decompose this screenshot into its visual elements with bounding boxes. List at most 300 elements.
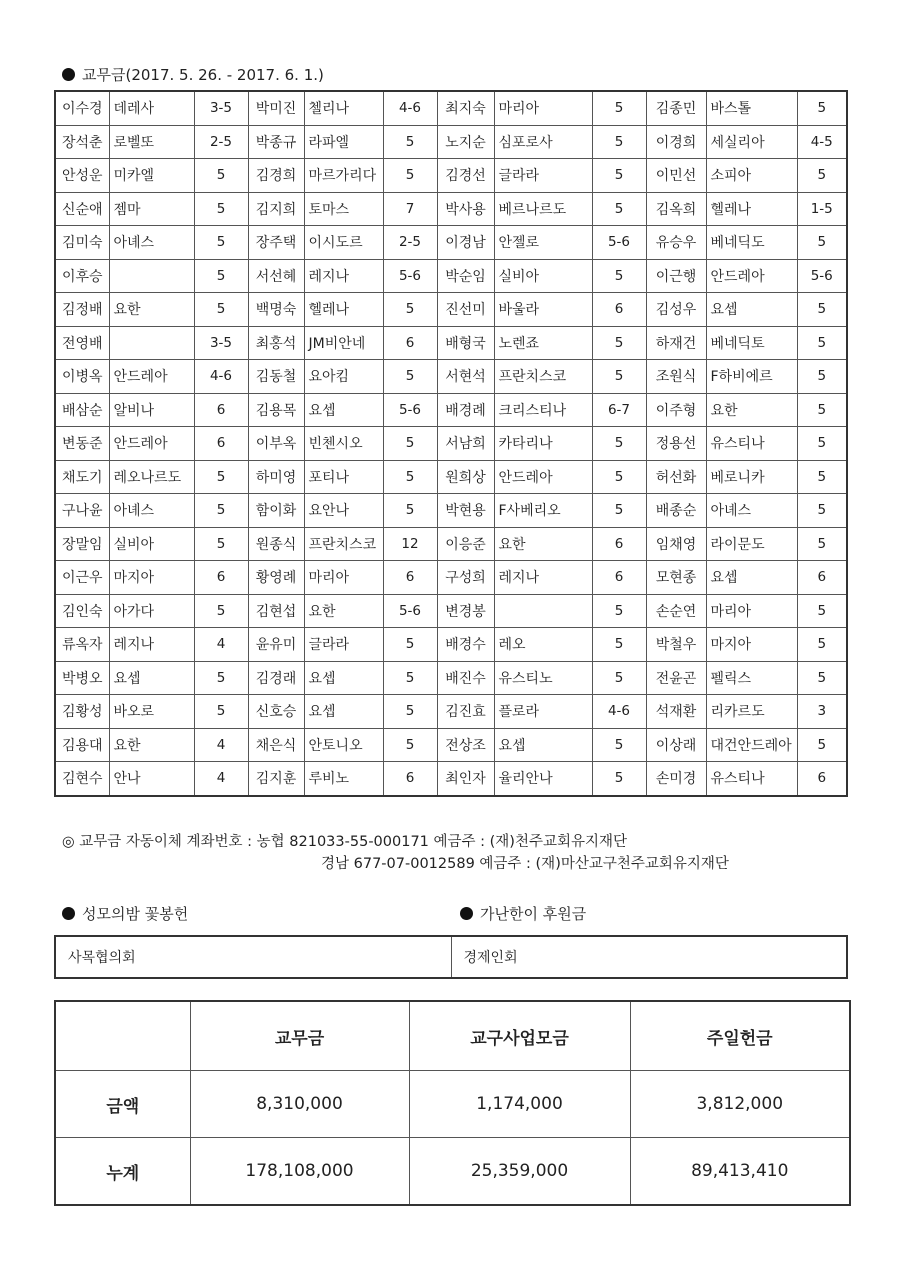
- donor-saint-name: 바오로: [109, 695, 194, 729]
- donor-saint-name: 아녜스: [109, 226, 194, 260]
- bullet-icon: [460, 907, 473, 920]
- donor-name: 조원식: [646, 360, 706, 394]
- donor-name: 하재건: [646, 326, 706, 360]
- donor-name: 박순임: [437, 259, 494, 293]
- donor-saint-name: 라파엘: [304, 125, 383, 159]
- donor-months: 5: [592, 360, 646, 394]
- donor-saint-name: 마지아: [109, 561, 194, 595]
- donor-saint-name: 아녜스: [109, 494, 194, 528]
- donor-row: [55, 91, 847, 125]
- donor-row: [55, 527, 847, 561]
- donor-row: [55, 360, 847, 394]
- donor-name: 배경례: [437, 393, 494, 427]
- donor-name: 서현석: [437, 360, 494, 394]
- donor-saint-name: 심포로사: [494, 125, 592, 159]
- donor-months: 5: [383, 628, 437, 662]
- donor-saint-name: 토마스: [304, 192, 383, 226]
- donor-saint-name: 마리아: [706, 594, 797, 628]
- donor-months: 2-5: [383, 226, 437, 260]
- summary-corner-cell: [55, 1001, 190, 1071]
- donor-months: 2-5: [194, 125, 248, 159]
- donor-row: [55, 427, 847, 461]
- donor-name: 원종식: [248, 527, 304, 561]
- donor-months: 6: [194, 427, 248, 461]
- donor-name: 모현종: [646, 561, 706, 595]
- donor-saint-name: F사베리오: [494, 494, 592, 528]
- donor-months: 5: [797, 728, 847, 762]
- donor-name: 장말임: [55, 527, 109, 561]
- donor-months: 5: [797, 293, 847, 327]
- bullet-icon: [62, 907, 75, 920]
- donor-name: 이경남: [437, 226, 494, 260]
- donor-name: 이민선: [646, 159, 706, 193]
- donor-saint-name: 노렌죠: [494, 326, 592, 360]
- donor-saint-name: 유스티나: [706, 427, 797, 461]
- donor-name: 김현섭: [248, 594, 304, 628]
- donor-name: 진선미: [437, 293, 494, 327]
- flower-heading: [62, 903, 188, 924]
- donor-months: 5: [797, 460, 847, 494]
- donor-saint-name: 요아킴: [304, 360, 383, 394]
- donor-months: 5: [383, 360, 437, 394]
- donor-row: [55, 628, 847, 662]
- donor-saint-name: 플로라: [494, 695, 592, 729]
- donor-months: 7: [383, 192, 437, 226]
- bullet-icon: [62, 68, 75, 81]
- donor-name: 박종규: [248, 125, 304, 159]
- donor-name: 박사용: [437, 192, 494, 226]
- donor-name: 김현수: [55, 762, 109, 796]
- donor-row: [55, 393, 847, 427]
- donor-name: 박병오: [55, 661, 109, 695]
- donor-saint-name: 요셉: [304, 393, 383, 427]
- donor-saint-name: 빈첸시오: [304, 427, 383, 461]
- donor-months: 1-5: [797, 192, 847, 226]
- donor-saint-name: JM비안네: [304, 326, 383, 360]
- summary-header-row: [55, 1001, 850, 1071]
- donor-name: 장석춘: [55, 125, 109, 159]
- donor-months: 4-5: [797, 125, 847, 159]
- support-title: 가난한이 후원금: [480, 905, 587, 923]
- donor-name: 전영배: [55, 326, 109, 360]
- donor-row: [55, 762, 847, 796]
- donor-months: 5-6: [383, 594, 437, 628]
- donor-saint-name: [109, 326, 194, 360]
- donor-months: 5: [797, 159, 847, 193]
- donor-months: 5: [592, 427, 646, 461]
- donor-name: 박철우: [646, 628, 706, 662]
- donor-saint-name: 요셉: [109, 661, 194, 695]
- donor-saint-name: 베로니카: [706, 460, 797, 494]
- donor-saint-name: 유스티나: [706, 762, 797, 796]
- donor-name: 안성운: [55, 159, 109, 193]
- donor-saint-name: 세실리아: [706, 125, 797, 159]
- donor-months: 5: [194, 594, 248, 628]
- donor-name: 허선화: [646, 460, 706, 494]
- donor-saint-name: 요셉: [304, 695, 383, 729]
- donor-months: 4: [194, 628, 248, 662]
- donor-row: [55, 259, 847, 293]
- donor-row: [55, 226, 847, 260]
- donor-months: 3-5: [194, 91, 248, 125]
- donor-months: 5: [194, 695, 248, 729]
- donor-saint-name: 크리스티나: [494, 393, 592, 427]
- donor-row: [55, 594, 847, 628]
- donor-name: 함이화: [248, 494, 304, 528]
- donor-saint-name: 로벨또: [109, 125, 194, 159]
- donor-saint-name: 요셉: [304, 661, 383, 695]
- donor-months: 6: [797, 762, 847, 796]
- summary-cell: 178,108,000: [190, 1138, 409, 1206]
- donor-saint-name: 안토니오: [304, 728, 383, 762]
- donor-saint-name: 레오나르도: [109, 460, 194, 494]
- donor-months: 5: [383, 728, 437, 762]
- donor-saint-name: 레지나: [494, 561, 592, 595]
- donor-months: 5: [592, 762, 646, 796]
- donor-name: 구나윤: [55, 494, 109, 528]
- donor-row: [55, 192, 847, 226]
- donor-saint-name: 루비노: [304, 762, 383, 796]
- donor-name: 이근행: [646, 259, 706, 293]
- donor-name: 이경희: [646, 125, 706, 159]
- donor-months: 5: [592, 628, 646, 662]
- donor-name: 최지숙: [437, 91, 494, 125]
- donor-months: 5: [383, 494, 437, 528]
- donor-name: 김황성: [55, 695, 109, 729]
- donor-saint-name: 펠릭스: [706, 661, 797, 695]
- donor-months: 4-6: [383, 91, 437, 125]
- donor-name: 서남희: [437, 427, 494, 461]
- donor-months: 6: [194, 393, 248, 427]
- donor-months: 5: [797, 527, 847, 561]
- donor-saint-name: 마르가리다: [304, 159, 383, 193]
- donor-saint-name: 젬마: [109, 192, 194, 226]
- donor-name: 김미숙: [55, 226, 109, 260]
- donor-name: 변경봉: [437, 594, 494, 628]
- donor-saint-name: 안드레아: [706, 259, 797, 293]
- donor-name: 김진효: [437, 695, 494, 729]
- donor-saint-name: 마리아: [494, 91, 592, 125]
- donor-saint-name: 프란치스코: [494, 360, 592, 394]
- donor-saint-name: 안나: [109, 762, 194, 796]
- summary-col-header: 교구사업모금: [409, 1001, 630, 1071]
- donor-table: [54, 90, 848, 797]
- donor-saint-name: 안젤로: [494, 226, 592, 260]
- donor-saint-name: 알비나: [109, 393, 194, 427]
- donor-name: 신호승: [248, 695, 304, 729]
- donor-saint-name: 소피아: [706, 159, 797, 193]
- donor-months: 5: [194, 527, 248, 561]
- donor-months: 5: [194, 159, 248, 193]
- donor-name: 김동철: [248, 360, 304, 394]
- summary-row-label: 누계: [55, 1138, 190, 1206]
- donor-months: 5: [383, 159, 437, 193]
- donor-months: 6: [797, 561, 847, 595]
- donor-name: 장주택: [248, 226, 304, 260]
- donor-months: 5: [797, 628, 847, 662]
- donor-months: 12: [383, 527, 437, 561]
- donor-name: 임채영: [646, 527, 706, 561]
- donor-months: 5: [592, 494, 646, 528]
- donor-months: 5: [592, 460, 646, 494]
- donor-saint-name: 라이문도: [706, 527, 797, 561]
- donor-months: 5: [383, 460, 437, 494]
- donor-name: 하미영: [248, 460, 304, 494]
- flower-title: 성모의밤 꽃봉헌: [82, 905, 189, 923]
- donor-saint-name: 요셉: [706, 561, 797, 595]
- donor-saint-name: 레지나: [304, 259, 383, 293]
- donor-months: 5: [592, 661, 646, 695]
- summary-cell: 3,812,000: [630, 1071, 850, 1138]
- donor-row: [55, 125, 847, 159]
- donor-saint-name: F하비에르: [706, 360, 797, 394]
- summary-row-amount: [55, 1071, 850, 1138]
- donor-months: 5: [797, 360, 847, 394]
- summary-cell: 89,413,410: [630, 1138, 850, 1206]
- donor-saint-name: 바스톨: [706, 91, 797, 125]
- donor-saint-name: 요한: [494, 527, 592, 561]
- donor-saint-name: 이시도르: [304, 226, 383, 260]
- donor-name: 이근우: [55, 561, 109, 595]
- donor-name: 배형국: [437, 326, 494, 360]
- donor-saint-name: 카타리나: [494, 427, 592, 461]
- donor-saint-name: 포티나: [304, 460, 383, 494]
- donor-row: [55, 695, 847, 729]
- donor-months: 5: [797, 494, 847, 528]
- donor-name: 구성희: [437, 561, 494, 595]
- donor-name: 김성우: [646, 293, 706, 327]
- donor-months: 5: [592, 91, 646, 125]
- donor-saint-name: 첼리나: [304, 91, 383, 125]
- donor-months: 6: [383, 762, 437, 796]
- donor-name: 김경희: [248, 159, 304, 193]
- donor-name: 김종민: [646, 91, 706, 125]
- donor-saint-name: 바울라: [494, 293, 592, 327]
- donor-months: 4: [194, 762, 248, 796]
- donor-months: 5: [194, 293, 248, 327]
- donor-saint-name: 레지나: [109, 628, 194, 662]
- donor-months: 5: [592, 159, 646, 193]
- donor-name: 배삼순: [55, 393, 109, 427]
- donor-name: 박현용: [437, 494, 494, 528]
- donor-months: 5: [592, 728, 646, 762]
- donor-months: 5: [592, 125, 646, 159]
- donor-name: 손순연: [646, 594, 706, 628]
- donor-name: 김지훈: [248, 762, 304, 796]
- donor-name: 전윤곤: [646, 661, 706, 695]
- donor-name: 채도기: [55, 460, 109, 494]
- donor-saint-name: 요셉: [706, 293, 797, 327]
- donor-months: 5-6: [592, 226, 646, 260]
- donor-row: [55, 728, 847, 762]
- donor-saint-name: 안드레아: [494, 460, 592, 494]
- donor-months: 5: [383, 695, 437, 729]
- donor-name: 노지순: [437, 125, 494, 159]
- donor-name: 이후승: [55, 259, 109, 293]
- donor-row: [55, 661, 847, 695]
- donor-saint-name: 안드레아: [109, 427, 194, 461]
- donor-name: 김인숙: [55, 594, 109, 628]
- donor-months: 4: [194, 728, 248, 762]
- summary-col-header: 교무금: [190, 1001, 409, 1071]
- donor-months: 6: [383, 326, 437, 360]
- donor-name: 최인자: [437, 762, 494, 796]
- donor-saint-name: 안드레아: [109, 360, 194, 394]
- donor-months: 5: [194, 661, 248, 695]
- donor-name: 이부옥: [248, 427, 304, 461]
- donor-name: 윤유미: [248, 628, 304, 662]
- donor-saint-name: 요한: [109, 293, 194, 327]
- donor-row: [55, 293, 847, 327]
- summary-col-header: 주일헌금: [630, 1001, 850, 1071]
- support-donor: 경제인회: [451, 937, 847, 977]
- donor-name: 정용선: [646, 427, 706, 461]
- donor-months: 5: [797, 91, 847, 125]
- account-line-2: 경남 677-07-0012589 예금주 : (재)마산교구천주교회유지재단: [321, 856, 729, 872]
- donor-name: 최홍석: [248, 326, 304, 360]
- donor-saint-name: 베네딕도: [706, 226, 797, 260]
- donor-months: 5-6: [383, 259, 437, 293]
- donor-name: 배경수: [437, 628, 494, 662]
- donor-months: 5-6: [797, 259, 847, 293]
- summary-cell: 25,359,000: [409, 1138, 630, 1206]
- donor-name: 손미경: [646, 762, 706, 796]
- donor-name: 이주형: [646, 393, 706, 427]
- donor-months: 5: [383, 293, 437, 327]
- flower-support-box: [54, 935, 848, 979]
- donor-months: 5: [194, 259, 248, 293]
- donor-name: 김용대: [55, 728, 109, 762]
- donor-saint-name: 마지아: [706, 628, 797, 662]
- donor-saint-name: 율리안나: [494, 762, 592, 796]
- donor-saint-name: 헬레나: [706, 192, 797, 226]
- donor-months: 5: [592, 326, 646, 360]
- donor-months: 6: [592, 561, 646, 595]
- donor-saint-name: 헬레나: [304, 293, 383, 327]
- account-line-1: ◎ 교무금 자동이체 계좌번호 : 농협 821033-55-000171 예금주 : (재)천주교회유지재단: [62, 834, 628, 850]
- donor-name: 류옥자: [55, 628, 109, 662]
- donor-months: 5-6: [383, 393, 437, 427]
- donor-months: 5: [797, 326, 847, 360]
- donor-saint-name: 리카르도: [706, 695, 797, 729]
- donor-months: 4-6: [592, 695, 646, 729]
- donor-name: 변동준: [55, 427, 109, 461]
- donor-saint-name: 레오: [494, 628, 592, 662]
- donor-name: 박미진: [248, 91, 304, 125]
- donor-name: 이응준: [437, 527, 494, 561]
- donor-name: 배종순: [646, 494, 706, 528]
- donor-saint-name: 데레사: [109, 91, 194, 125]
- donor-name: 김지희: [248, 192, 304, 226]
- donor-name: 김옥희: [646, 192, 706, 226]
- donor-months: 5: [383, 125, 437, 159]
- summary-row-cumulative: [55, 1138, 850, 1206]
- support-heading: [460, 903, 586, 924]
- donor-name: 배진수: [437, 661, 494, 695]
- donor-name: 김용목: [248, 393, 304, 427]
- donor-months: 6: [194, 561, 248, 595]
- donor-row: [55, 494, 847, 528]
- donor-name: 신순애: [55, 192, 109, 226]
- donor-saint-name: 아가다: [109, 594, 194, 628]
- donor-months: 6-7: [592, 393, 646, 427]
- summary-table: [54, 1000, 851, 1206]
- flower-donor: 사목협의회: [68, 950, 136, 966]
- summary-cell: 8,310,000: [190, 1071, 409, 1138]
- donor-months: 4-6: [194, 360, 248, 394]
- donor-saint-name: 프란치스코: [304, 527, 383, 561]
- summary-cell: 1,174,000: [409, 1071, 630, 1138]
- donor-months: 5: [797, 427, 847, 461]
- donor-saint-name: 실비아: [494, 259, 592, 293]
- donor-saint-name: 요안나: [304, 494, 383, 528]
- donor-name: 원희상: [437, 460, 494, 494]
- donor-row: [55, 460, 847, 494]
- donor-months: 5: [797, 661, 847, 695]
- section-title: 교무금(2017. 5. 26. - 2017. 6. 1.): [82, 66, 324, 84]
- donor-months: 5: [194, 460, 248, 494]
- donor-saint-name: 요한: [109, 728, 194, 762]
- donor-name: 이병옥: [55, 360, 109, 394]
- donor-months: 6: [383, 561, 437, 595]
- donor-months: 5: [797, 226, 847, 260]
- donor-months: 5: [592, 594, 646, 628]
- donor-name: 김경래: [248, 661, 304, 695]
- donor-months: 5: [383, 427, 437, 461]
- donor-months: 5: [592, 259, 646, 293]
- donor-saint-name: 요한: [706, 393, 797, 427]
- donor-months: 5: [194, 192, 248, 226]
- donor-name: 백명숙: [248, 293, 304, 327]
- donor-name: 채은식: [248, 728, 304, 762]
- donor-saint-name: [494, 594, 592, 628]
- donor-months: 6: [592, 293, 646, 327]
- donor-months: 5: [194, 226, 248, 260]
- donor-name: 이상래: [646, 728, 706, 762]
- donor-months: 5: [383, 661, 437, 695]
- donor-saint-name: [109, 259, 194, 293]
- donor-months: 5: [797, 594, 847, 628]
- donor-months: 5: [194, 494, 248, 528]
- donor-saint-name: 대건안드레아: [706, 728, 797, 762]
- donor-saint-name: 마리아: [304, 561, 383, 595]
- donor-months: 6: [592, 527, 646, 561]
- donor-saint-name: 실비아: [109, 527, 194, 561]
- donor-saint-name: 미카엘: [109, 159, 194, 193]
- donor-months: 3-5: [194, 326, 248, 360]
- donor-saint-name: 베네딕토: [706, 326, 797, 360]
- donor-saint-name: 유스티노: [494, 661, 592, 695]
- donor-row: [55, 561, 847, 595]
- donor-saint-name: 아녜스: [706, 494, 797, 528]
- donor-name: 김정배: [55, 293, 109, 327]
- donor-saint-name: 글라라: [494, 159, 592, 193]
- donor-name: 전상조: [437, 728, 494, 762]
- section-heading: [62, 64, 324, 85]
- donor-name: 유승우: [646, 226, 706, 260]
- donor-row: [55, 159, 847, 193]
- donor-saint-name: 요셉: [494, 728, 592, 762]
- donor-months: 5: [797, 393, 847, 427]
- donor-name: 김경선: [437, 159, 494, 193]
- donor-saint-name: 글라라: [304, 628, 383, 662]
- donor-name: 황영례: [248, 561, 304, 595]
- donor-name: 석재환: [646, 695, 706, 729]
- summary-row-label: 금액: [55, 1071, 190, 1138]
- donor-name: 이수경: [55, 91, 109, 125]
- donor-saint-name: 베르나르도: [494, 192, 592, 226]
- donor-row: [55, 326, 847, 360]
